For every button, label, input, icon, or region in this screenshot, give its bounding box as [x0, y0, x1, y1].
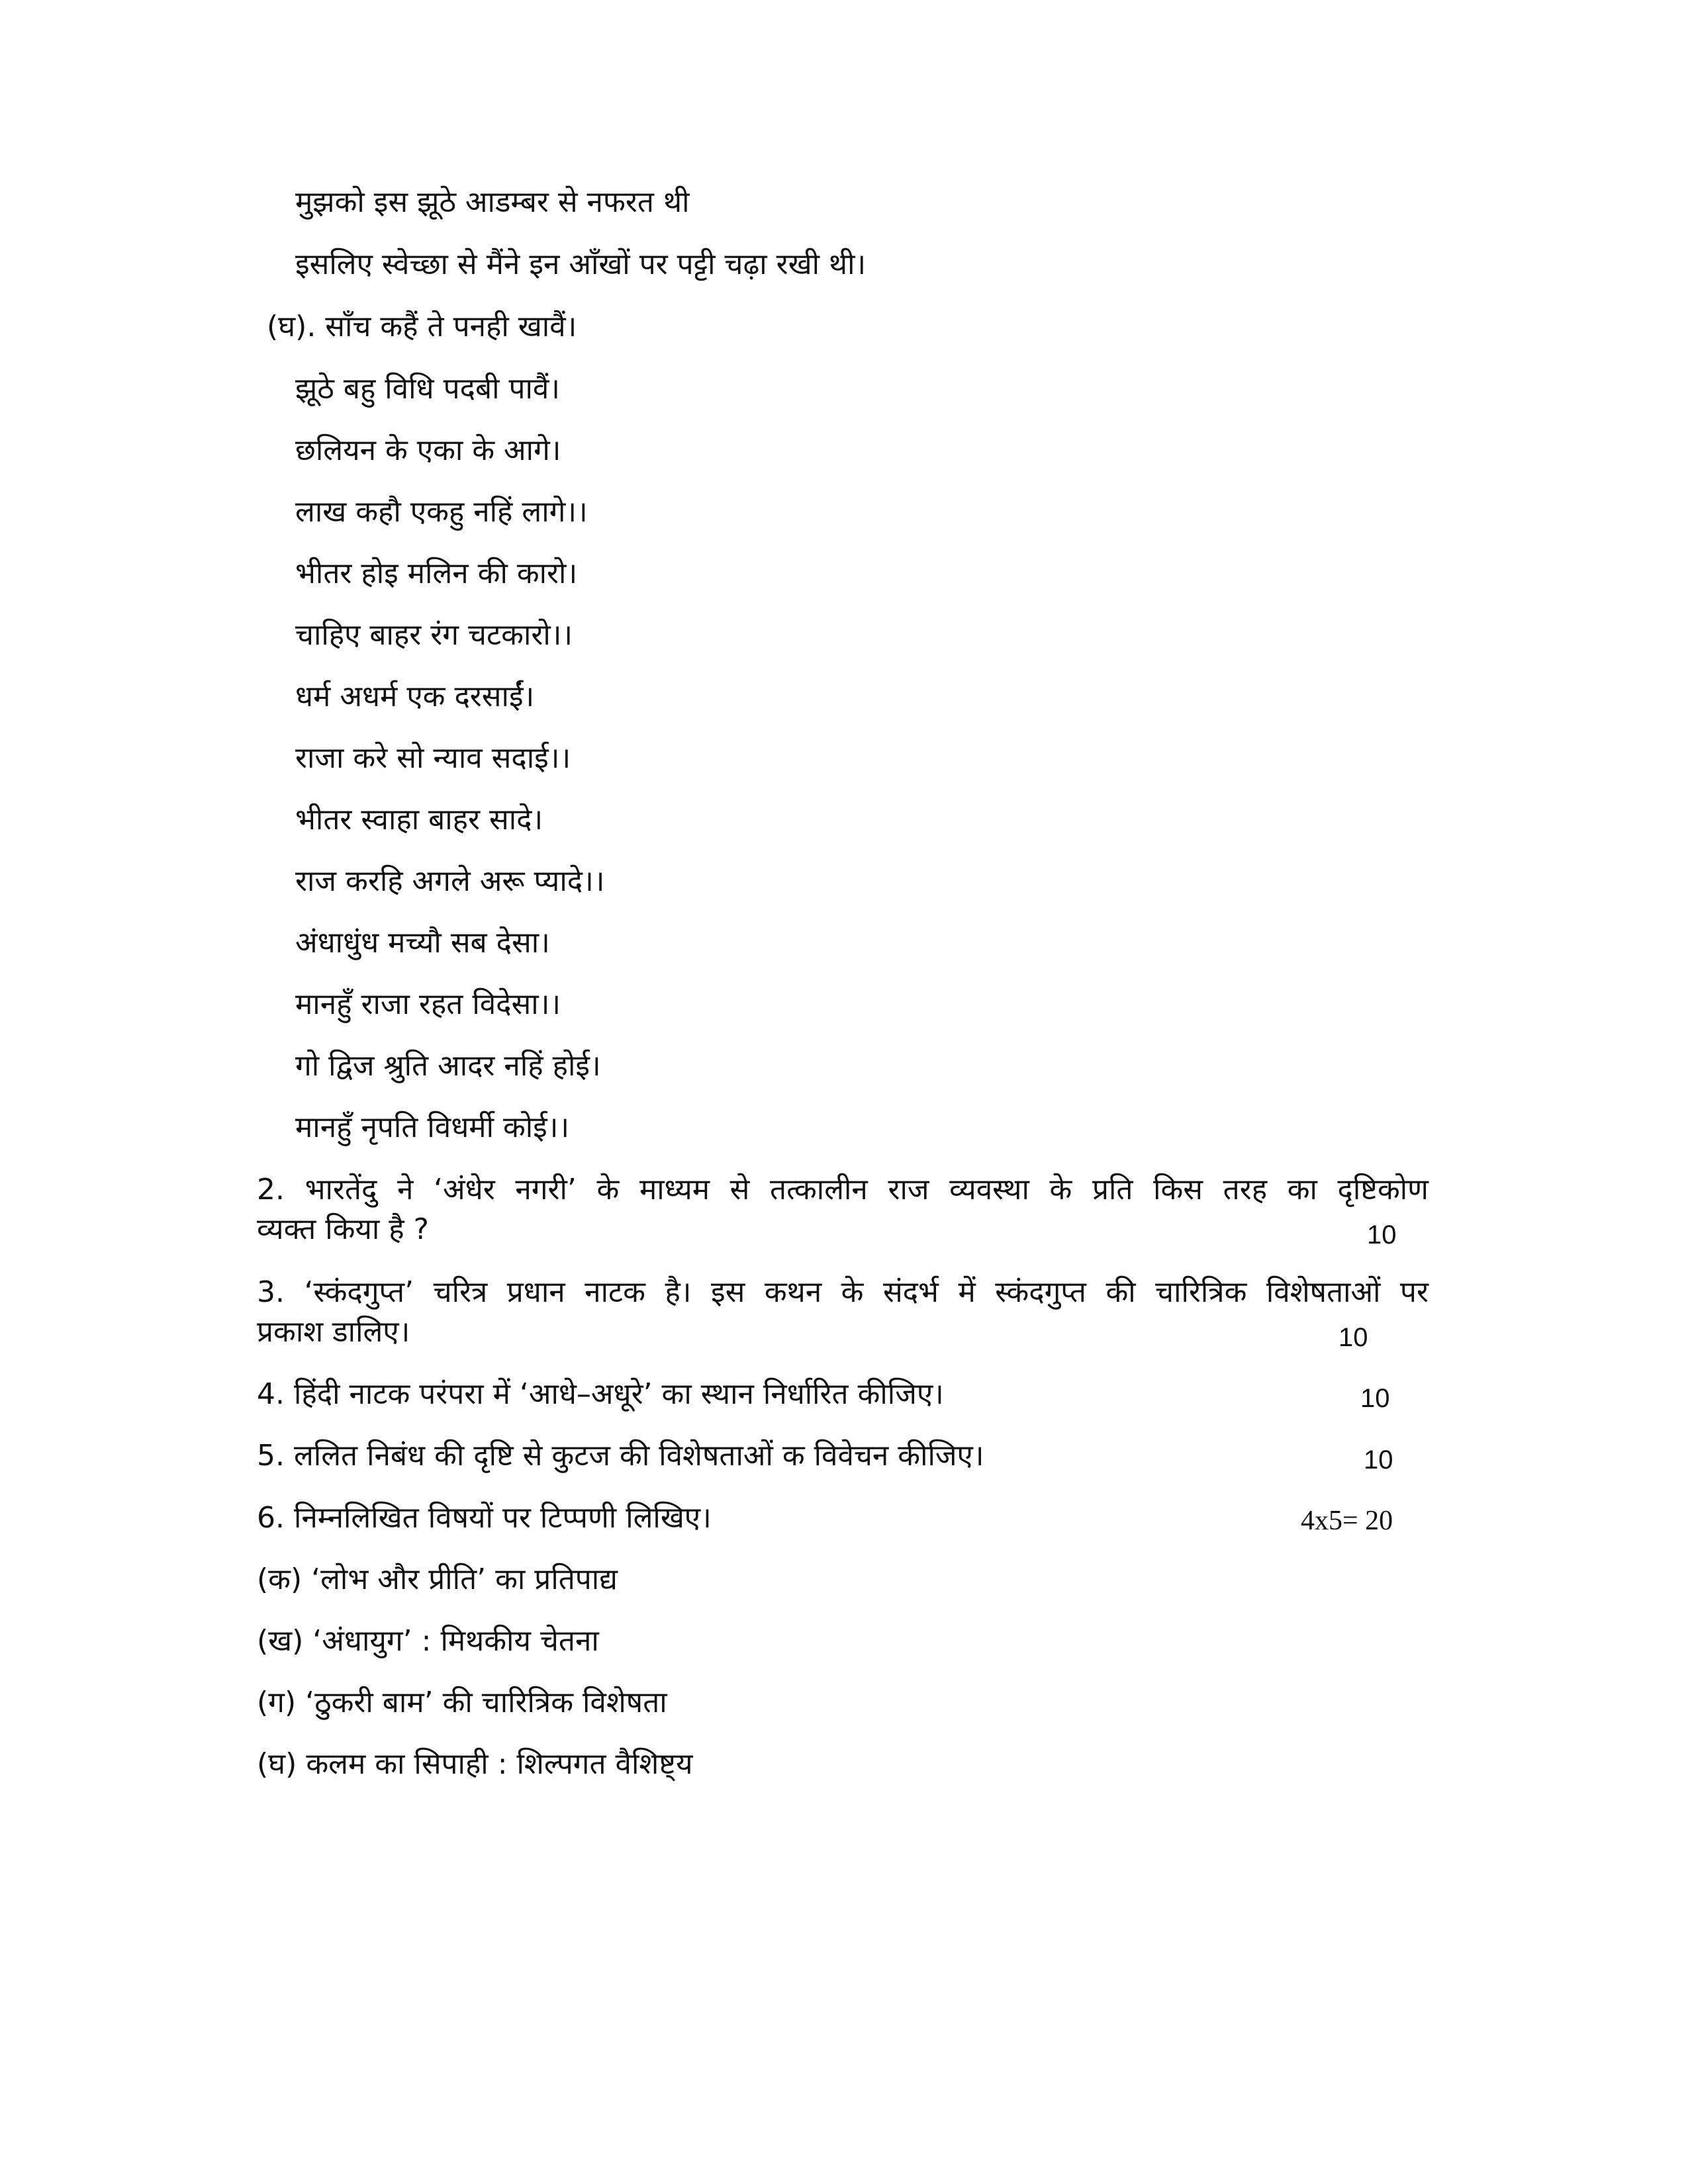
question-2-line-2: व्यक्त किया है ?	[257, 1212, 430, 1246]
verse-line: अंधाधुंध मच्यौ सब देसा।	[295, 926, 550, 960]
question-4-marks: 10	[1360, 1384, 1390, 1413]
verse-line: गो द्विज श्रुति आदर नहिं होई।	[295, 1049, 601, 1083]
question-6-subitem: (ग) ‘ठुकरी बाम’ की चारित्रिक विशेषता	[257, 1686, 667, 1719]
verse-line: मानहुँ नृपति विधर्मी कोई।।	[295, 1111, 570, 1144]
question-3-line-1: 3. ‘स्कंदगुप्त’ चरित्र प्रधान नाटक है। इस कथन के संदर्भ में स्कंदगुप्त की चारित्रिक विशेषताओं पर	[257, 1275, 1429, 1309]
question-6-subitem: (घ) कलम का सिपाही : शिल्पगत वैशिष्ट्य	[257, 1747, 693, 1781]
question-5-marks: 10	[1364, 1445, 1393, 1475]
question-3-marks: 10	[1338, 1323, 1368, 1352]
question-5: 5. ललित निबंध की दृष्टि से कुटज की विशेषताओं क विवेचन कीजिए।	[257, 1439, 984, 1473]
verse-line: झूठे बहु विधि पदबी पावैं।	[295, 372, 560, 406]
question-6-subitem: (ख) ‘अंधायुग’ : मिथकीय चेतना	[257, 1624, 599, 1658]
verse-section-heading: (घ). साँच कहैं ते पनही खावैं।	[267, 310, 577, 343]
question-2-line-1: 2. भारतेंदु ने ‘अंधेर नगरी’ के माध्यम से तत्कालीन राज व्यवस्था के प्रति किस तरह का दृष्टिकोण	[257, 1173, 1429, 1206]
verse-line: भीतर स्वाहा बाहर सादे।	[295, 803, 543, 837]
verse-line: इसलिए स्वेच्छा से मैंने इन आँखों पर पट्टी चढ़ा रखी थी।	[295, 248, 867, 281]
verse-line: राज करहि अगले अरू प्यादे।।	[295, 864, 605, 898]
question-6-subitem: (क) ‘लोभ और प्रीति’ का प्रतिपाद्य	[257, 1563, 618, 1596]
verse-line: मानहुँ राजा रहत विदेसा।।	[295, 987, 561, 1021]
verse-line: छलियन के एका के आगे।	[295, 433, 561, 467]
question-2-marks: 10	[1367, 1220, 1397, 1250]
question-4: 4. हिंदी नाटक परंपरा में ‘आधे–अधूरे’ का स्थान निर्धारित कीजिए।	[257, 1377, 944, 1411]
verse-line: भीतर होइ मलिन की कारो।	[295, 557, 578, 590]
question-3-line-2: प्रकाश डालिए।	[257, 1315, 410, 1349]
question-6-marks: 4x5= 20	[1301, 1506, 1393, 1536]
verse-line: चाहिए बाहर रंग चटकारो।।	[295, 618, 573, 652]
verse-line: लाख कहौ एकहु नहिं लागे।।	[295, 495, 588, 529]
question-6: 6. निम्नलिखित विषयों पर टिप्पणी लिखिए।	[257, 1501, 712, 1535]
verse-line: मुझको इस झूठे आडम्बर से नफरत थी	[295, 185, 690, 219]
verse-line: धर्म अधर्म एक दरसाईं।	[295, 680, 535, 713]
verse-line: राजा करे सो न्याव सदाई।।	[295, 741, 571, 775]
